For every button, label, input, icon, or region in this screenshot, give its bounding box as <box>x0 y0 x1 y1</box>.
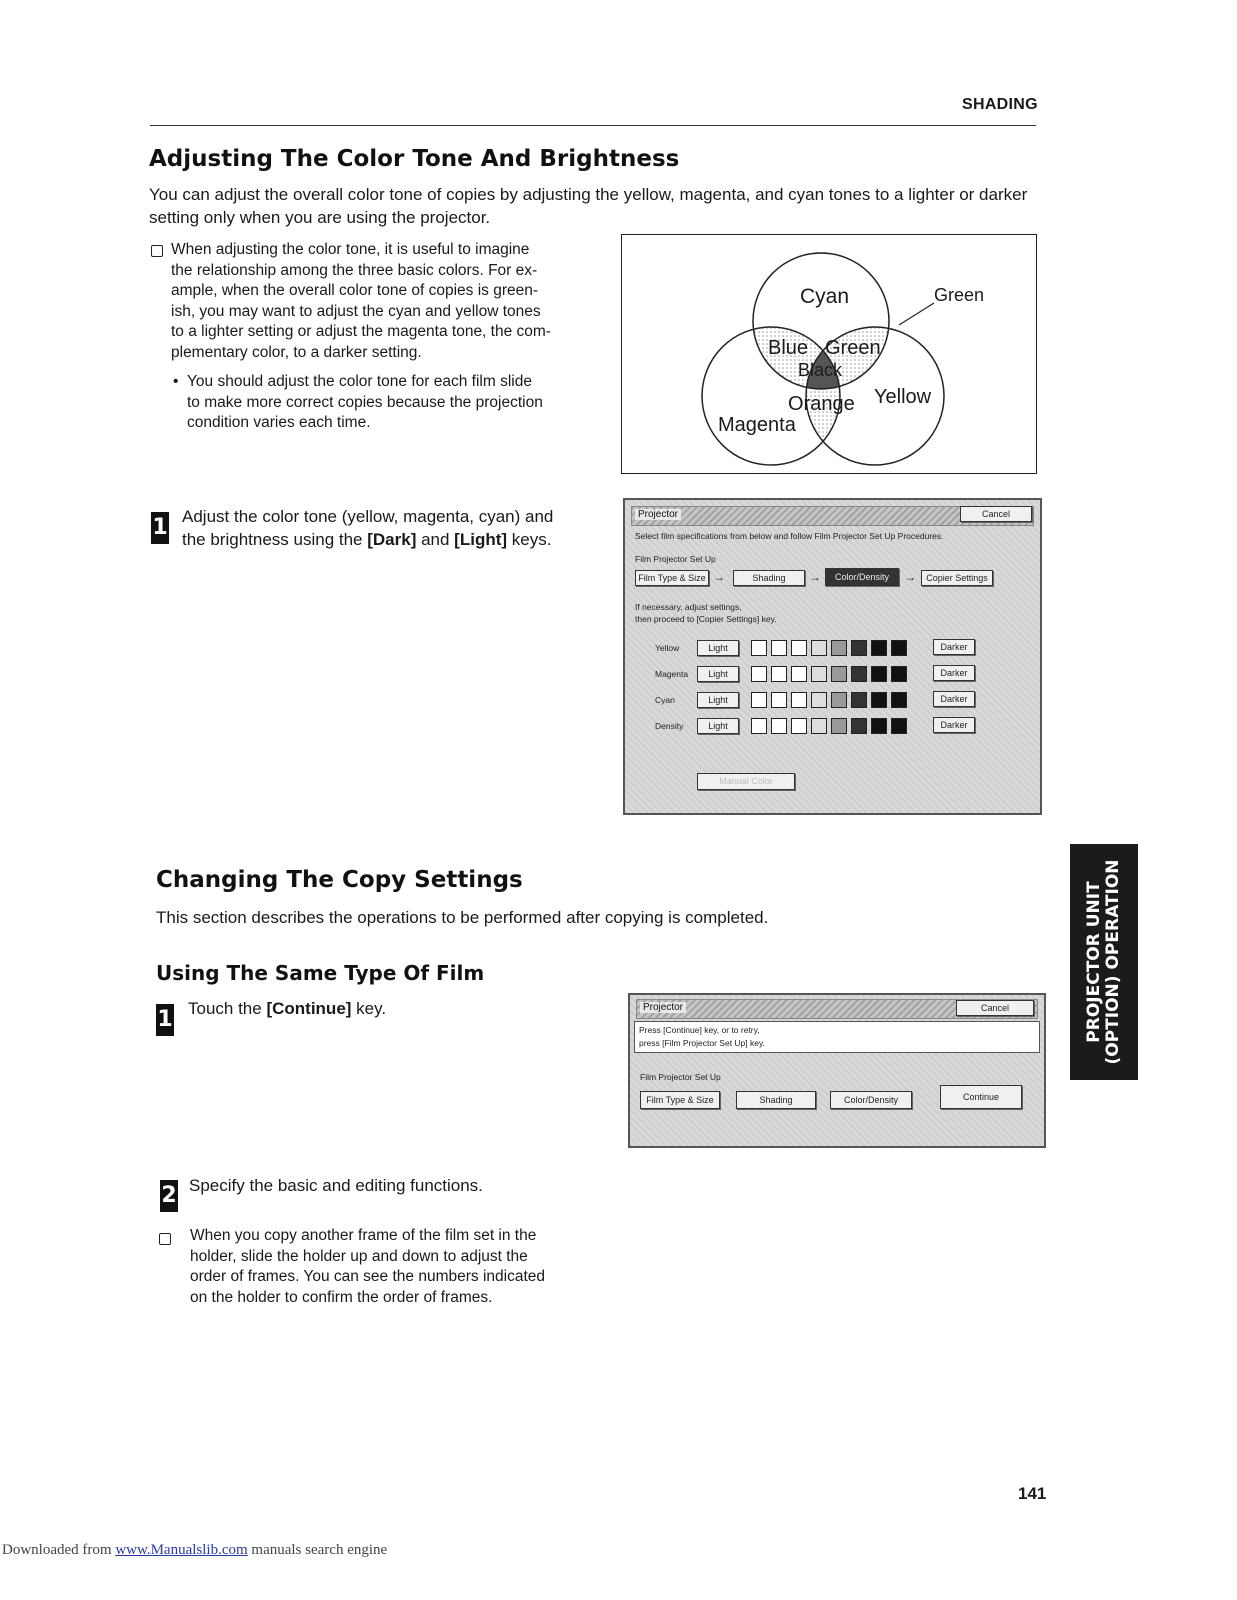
level-square <box>891 718 907 734</box>
side-tab-text <box>1085 859 1123 1064</box>
level-square <box>851 640 867 656</box>
note-text <box>149 240 579 363</box>
level-square <box>831 666 847 682</box>
section-header: SHADING <box>962 96 1038 113</box>
level-square <box>871 718 887 734</box>
level-square <box>871 692 887 708</box>
color-density-button[interactable]: Color/Density <box>830 1091 912 1109</box>
label-green-callout: Green <box>934 285 985 305</box>
section-title-copy-settings: Changing The Copy Settings <box>156 867 523 893</box>
side-tab-line: (OPTION) OPERATION <box>1103 859 1123 1065</box>
row-label-yellow: Yellow <box>655 643 680 653</box>
side-tab-line: PROJECTOR UNIT <box>1084 881 1104 1043</box>
yellow-darker-button[interactable]: Darker <box>933 639 975 655</box>
step-text: Specify the basic and editing functions. <box>189 1176 483 1195</box>
magenta-light-button[interactable]: Light <box>697 666 739 682</box>
level-square <box>851 666 867 682</box>
label-magenta: Magenta <box>718 414 796 436</box>
level-square <box>791 666 807 682</box>
magenta-darker-button[interactable]: Darker <box>933 665 975 681</box>
row-label-magenta: Magenta <box>655 669 689 679</box>
level-square <box>851 718 867 734</box>
arrow-right-icon: → <box>809 570 821 584</box>
text-fragment: and <box>416 530 455 549</box>
note-icon <box>159 1233 171 1245</box>
copier-settings-button[interactable]: Copier Settings <box>921 570 993 586</box>
bullet-icon: • <box>173 373 179 390</box>
level-square <box>791 692 807 708</box>
step-number: 2 <box>160 1180 178 1212</box>
level-square <box>831 692 847 708</box>
cyan-darker-button[interactable]: Darker <box>933 691 975 707</box>
level-square <box>891 640 907 656</box>
row-label-cyan: Cyan <box>655 695 675 705</box>
text-fragment: key. <box>351 999 387 1018</box>
level-square <box>891 666 907 682</box>
label-yellow: Yellow <box>874 386 932 408</box>
level-square <box>891 692 907 708</box>
bullet-line: to make more correct copies because the projection <box>187 393 543 411</box>
note-line: order of frames. You can see the numbers indicated <box>190 1268 545 1285</box>
panel-title: Projector <box>635 509 681 520</box>
step-text-line <box>182 528 582 551</box>
arrow-right-icon: → <box>713 570 725 584</box>
section-title-color-tone: Adjusting The Color Tone And Brightness <box>149 146 680 172</box>
level-square <box>751 640 767 656</box>
note-block <box>149 240 579 434</box>
level-square <box>871 666 887 682</box>
level-square <box>751 666 767 682</box>
label-black: Black <box>798 360 843 380</box>
note-line: to a lighter setting or adjust the magenta tone, the com- <box>171 323 551 340</box>
shading-button[interactable]: Shading <box>736 1091 816 1109</box>
note-line: plementary color, to a darker setting. <box>171 343 422 361</box>
level-square <box>771 692 787 708</box>
level-square <box>791 718 807 734</box>
note-line: the relationship among the three basic colors. For ex- <box>171 261 538 279</box>
text-fragment: keys. <box>507 530 552 549</box>
bullet-item <box>149 372 579 434</box>
level-square <box>811 640 827 656</box>
note-line: ish, you may want to adjust the cyan and yellow tones <box>171 302 541 320</box>
green-callout-line <box>899 303 934 325</box>
level-square <box>811 692 827 708</box>
setup-label: Film Projector Set Up <box>635 554 716 564</box>
manualslib-link[interactable]: www.Manualslib.com <box>115 1542 248 1558</box>
key-dark-label: [Dark] <box>367 530 417 549</box>
density-light-button[interactable]: Light <box>697 718 739 734</box>
footer-text: Downloaded from <box>2 1542 116 1558</box>
label-green: Green <box>825 337 881 359</box>
panel-note-line: then proceed to [Copier Settings] key. <box>635 614 777 624</box>
density-darker-button[interactable]: Darker <box>933 717 975 733</box>
key-continue-label: [Continue] <box>266 999 352 1018</box>
panel-instruction: Select film specifications from below and follow Film Projector Set Up Procedures. <box>635 531 944 541</box>
level-square <box>871 640 887 656</box>
bullet-line: You should adjust the color tone for each film slide <box>187 373 532 390</box>
level-square <box>851 692 867 708</box>
section-intro: This section describes the operations to be performed after copying is completed. <box>156 908 769 927</box>
manual-color-button[interactable]: Manual Color <box>697 773 795 790</box>
level-square <box>831 640 847 656</box>
label-blue: Blue <box>768 337 809 359</box>
note-line: holder, slide the holder up and down to adjust the <box>190 1247 528 1265</box>
panel-title: Projector <box>640 1002 686 1013</box>
note-icon <box>151 245 163 257</box>
level-square <box>751 718 767 734</box>
step-text-line: Adjust the color tone (yellow, magenta, cyan) and <box>182 507 554 526</box>
continue-button[interactable]: Continue <box>940 1085 1022 1109</box>
continue-panel <box>628 993 1046 1148</box>
note-line: on the holder to confirm the order of frames. <box>190 1288 493 1306</box>
note-text <box>157 1226 587 1308</box>
color-venn-diagram <box>621 234 1037 474</box>
note-line: When you copy another frame of the film set in the <box>190 1227 537 1244</box>
footer-text: manuals search engine <box>247 1542 388 1558</box>
level-square <box>771 718 787 734</box>
level-square <box>811 666 827 682</box>
section-intro: You can adjust the overall color tone of copies by adjusting the yellow, magenta, and cyan tones to a lighter or darker setting only when you are using the projector. <box>149 185 1028 227</box>
message-box <box>634 1021 1040 1053</box>
color-density-button[interactable]: Color/Density <box>825 568 899 586</box>
cyan-light-button[interactable]: Light <box>697 692 739 708</box>
step-text <box>182 505 582 551</box>
chapter-side-tab <box>1070 844 1138 1080</box>
note-block <box>157 1226 587 1308</box>
label-orange: Orange <box>788 393 855 415</box>
step-text <box>188 997 386 1020</box>
level-square <box>751 692 767 708</box>
level-square <box>791 640 807 656</box>
cancel-button[interactable]: Cancel <box>960 506 1032 522</box>
level-square <box>831 718 847 734</box>
message-line: Press [Continue] key, or to retry, <box>639 1025 760 1035</box>
shading-button[interactable]: Shading <box>733 570 805 586</box>
yellow-light-button[interactable]: Light <box>697 640 739 656</box>
row-label-density: Density <box>655 721 684 731</box>
download-footer <box>2 1542 387 1559</box>
film-type-size-button[interactable]: Film Type & Size <box>640 1091 720 1109</box>
cancel-button[interactable]: Cancel <box>956 1000 1034 1016</box>
text-fragment: Touch the <box>188 999 267 1018</box>
step-number: 1 <box>151 512 169 544</box>
page-number: 141 <box>1018 1484 1047 1503</box>
level-square <box>771 640 787 656</box>
level-square <box>771 666 787 682</box>
key-light-label: [Light] <box>454 530 508 549</box>
subsection-title: Using The Same Type Of Film <box>156 961 485 985</box>
arrow-right-icon: → <box>904 570 916 584</box>
header-rule <box>150 125 1036 126</box>
setup-label: Film Projector Set Up <box>640 1072 721 1082</box>
level-square <box>811 718 827 734</box>
note-line: ample, when the overall color tone of copies is green- <box>171 282 539 299</box>
panel-note-line: If necessary, adjust settings, <box>635 602 742 612</box>
note-line: When adjusting the color tone, it is useful to imagine <box>171 241 530 258</box>
label-cyan: Cyan <box>800 285 850 308</box>
color-density-panel <box>623 498 1042 815</box>
bullet-line: condition varies each time. <box>187 414 371 431</box>
text-fragment: the brightness using the <box>182 530 368 549</box>
film-type-size-button[interactable]: Film Type & Size <box>635 570 709 586</box>
message-line: press [Film Projector Set Up] key. <box>639 1038 765 1048</box>
step-number: 1 <box>156 1004 174 1036</box>
